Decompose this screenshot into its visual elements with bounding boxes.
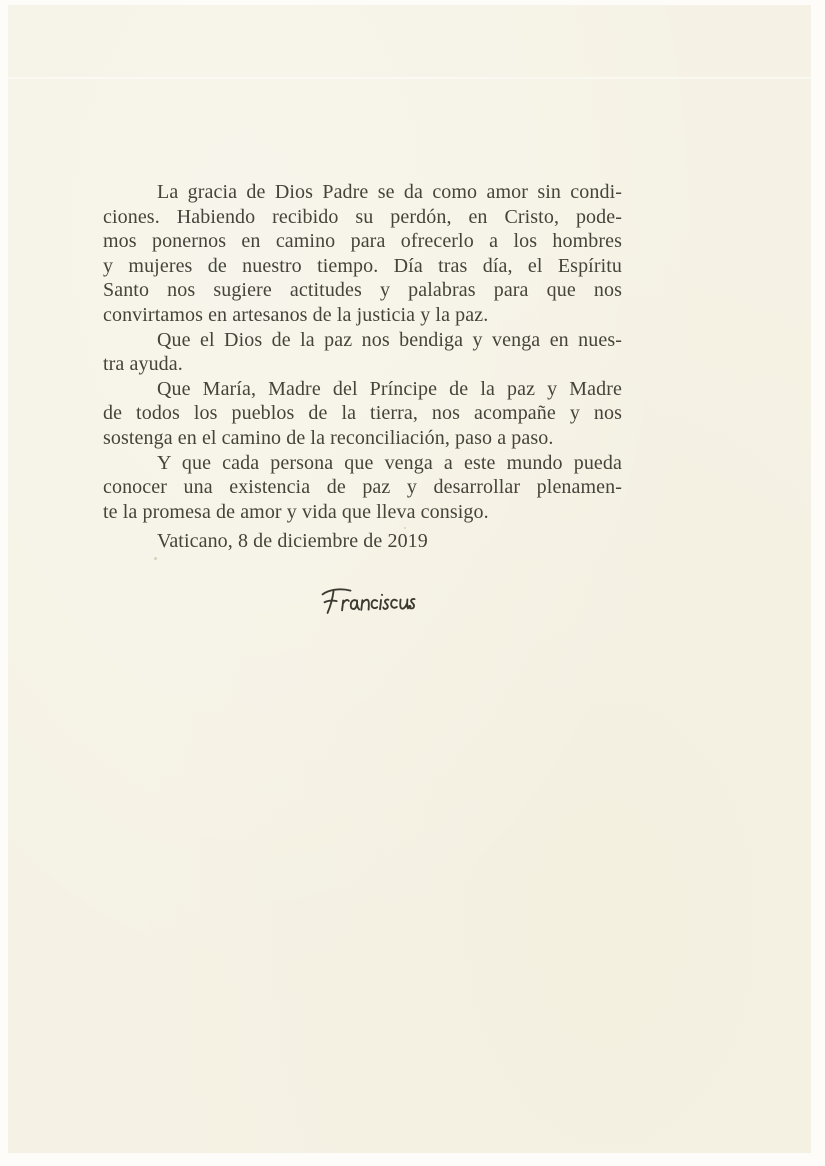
text-line: sostenga en el camino de la reconciliación, paso a paso.	[103, 426, 554, 449]
text-line: y mujeres de nuestro tiempo. Día tras día, el Espíritu	[103, 254, 622, 277]
text-line: ciones. Habiendo recibido su perdón, en Cristo, pode-	[103, 205, 622, 228]
paragraph	[103, 451, 622, 525]
text-line: La gracia de Dios Padre se da como amor sin condi-	[157, 181, 622, 203]
text-line: mos ponernos en camino para ofrecerlo a los hombres	[103, 230, 622, 253]
scan-artifact-line	[8, 77, 811, 79]
text-line: convirtamos en artesanos de la justicia y la paz.	[103, 303, 489, 326]
signature-franciscus	[318, 582, 431, 618]
text-line: Que el Dios de la paz nos bendiga y venga en nues-	[157, 328, 622, 351]
text-line: de todos los pueblos de la tierra, nos acompañe y nos	[103, 402, 622, 425]
paper-speck	[154, 557, 157, 560]
text-line: Y que cada persona que venga a este mundo pueda	[157, 451, 622, 474]
paragraph	[103, 377, 622, 451]
paragraph	[103, 328, 622, 377]
text-line: te la promesa de amor y vida que lleva consigo.	[103, 500, 489, 523]
text-line: conocer una existencia de paz y desarrollar plenamen-	[103, 476, 622, 499]
date-line: Vaticano, 8 de diciembre de 2019	[157, 530, 428, 553]
text-line: Que María, Madre del Príncipe de la paz y Madre	[157, 377, 622, 400]
text-line: tra ayuda.	[103, 353, 183, 376]
paper-sheet	[8, 5, 811, 1153]
paragraph	[103, 180, 622, 328]
body-text	[103, 180, 622, 554]
text-line: Santo nos sugiere actitudes y palabras para que nos	[103, 279, 622, 302]
